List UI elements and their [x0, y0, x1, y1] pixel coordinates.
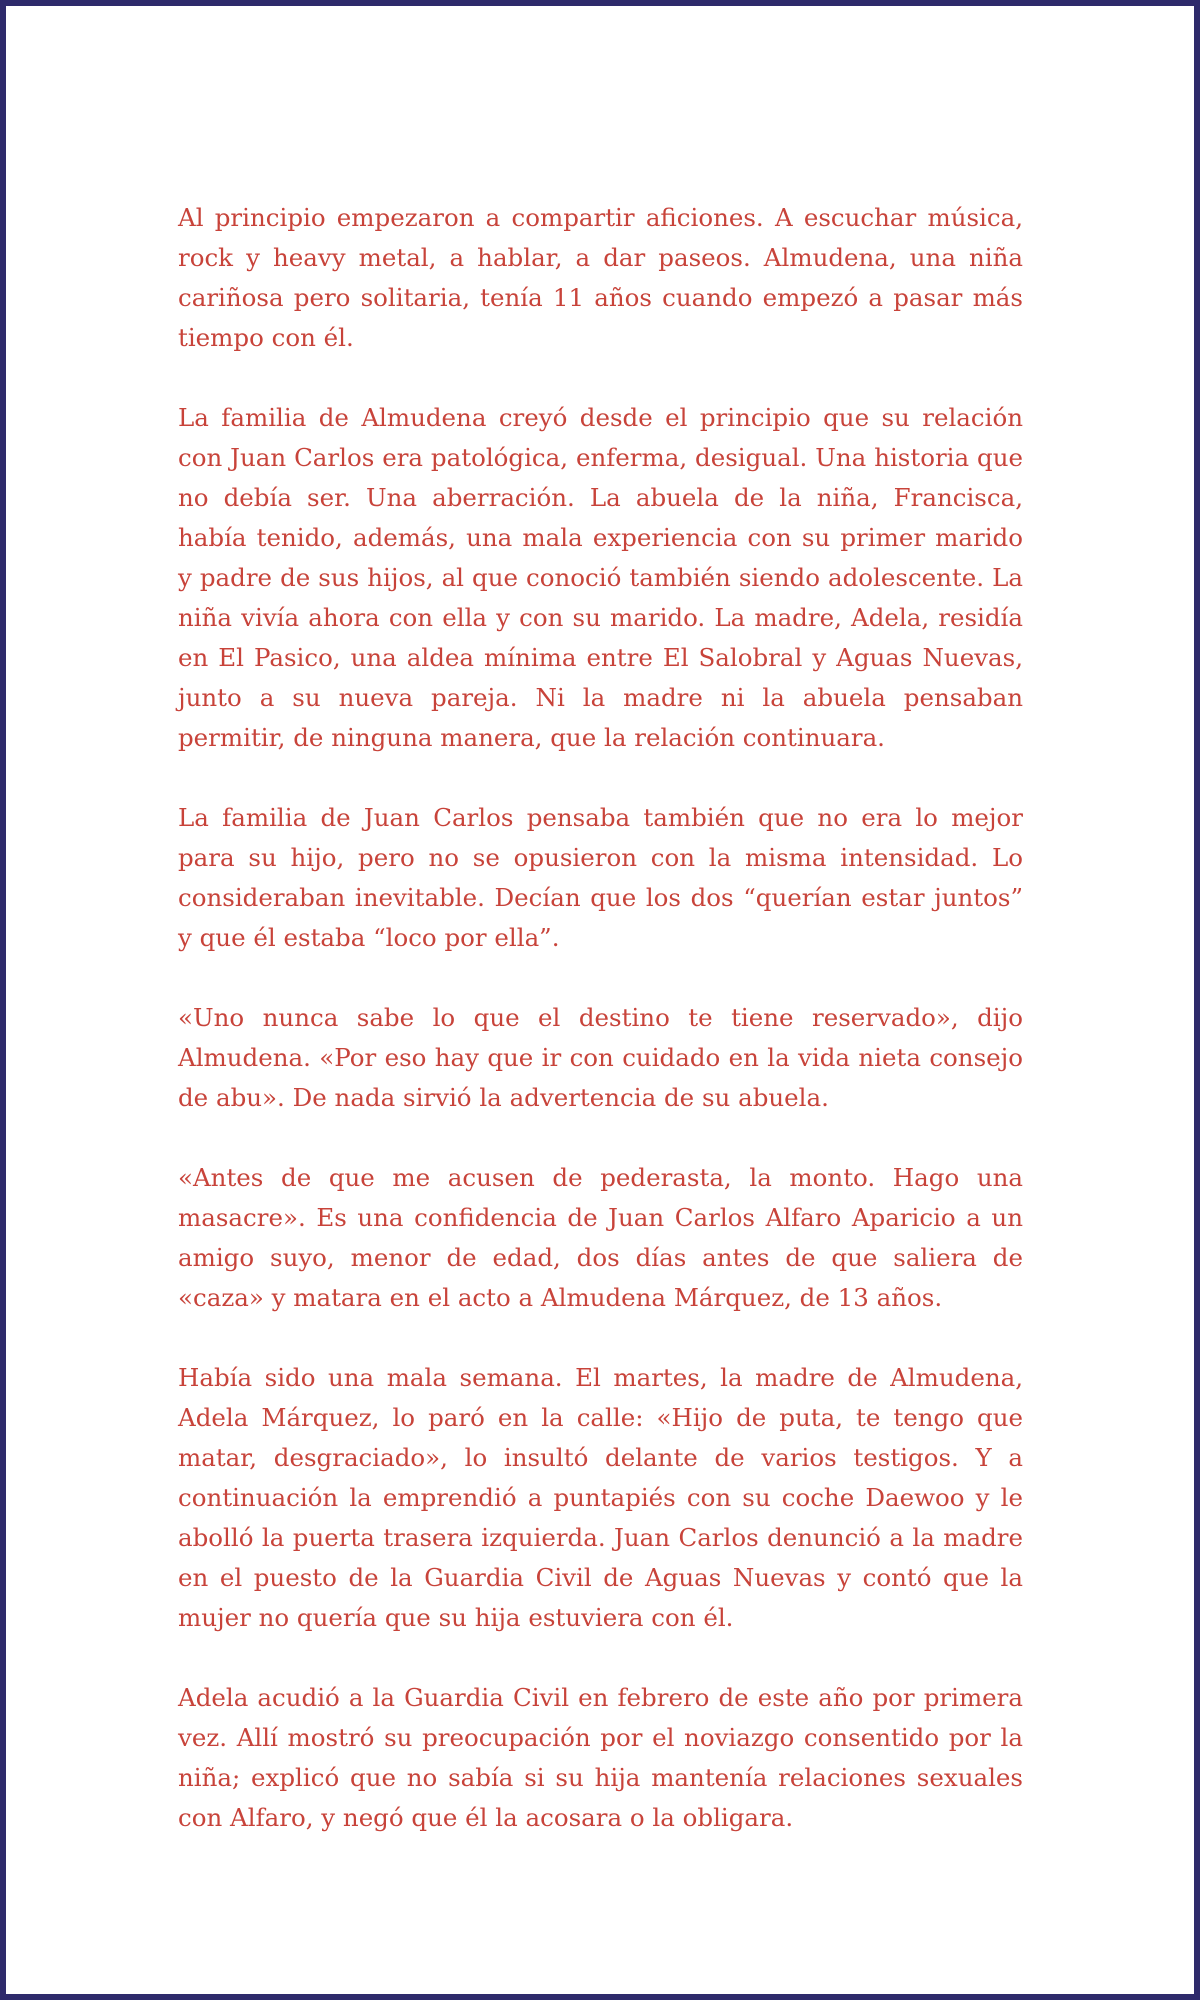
paragraph-2: La familia de Almudena creyó desde el principio que su relación con Juan Carlos era patológica, enferma, desigual. Una historia que no debía ser. Una aberración. La abuela de la niña, Francisca, había tenido, además, una mala experiencia con su primer marido y padre de sus hijos, al que conoció también siendo adolescente. La niña vivía ahora con ella y con su marido. La madre, Adela, residía en El Pasico, una aldea mínima entre El Salobral y Aguas Nuevas, junto a su nueva pareja. Ni la madre ni la abuela pensaban permitir, de ninguna manera, que la relación continuara. [178, 403, 1023, 752]
paragraph-5: «Antes de que me acusen de pederasta, la monto. Hago una masacre». Es una confidencia de Juan Carlos Alfaro Aparicio a un amigo suyo, menor de edad, dos días antes de que saliera de «caza» y matara en el acto a Almudena Márquez, de 13 años. [178, 1163, 1023, 1312]
text-column [178, 198, 1023, 1838]
paragraph-4: «Uno nunca sabe lo que el destino te tiene reservado», dijo Almudena. «Por eso hay que ir con cuidado en la vida nieta consejo de abu». De nada sirvió la advertencia de su abuela. [178, 1003, 1023, 1112]
paragraph-1: Al principio empezaron a compartir aficiones. A escuchar música, rock y heavy metal, a hablar, a dar paseos. Almudena, una niña cariñosa pero solitaria, tenía 11 años cuando empezó a pasar más tiempo con él. [178, 203, 1023, 352]
paragraph-3: La familia de Juan Carlos pensaba también que no era lo mejor para su hijo, pero no se opusieron con la misma intensidad. Lo consideraban inevitable. Decían que los dos “querían estar juntos” y que él estaba “loco por ella”. [178, 803, 1023, 952]
paragraph-6: Había sido una mala semana. El martes, la madre de Almudena, Adela Márquez, lo paró en la calle: «Hijo de puta, te tengo que matar, desgraciado», lo insultó delante de varios testigos. Y a continuación la emprendió a puntapiés con su coche Daewoo y le abolló la puerta trasera izquierda. Juan Carlos denunció a la madre en el puesto de la Guardia Civil de Aguas Nuevas y contó que la mujer no quería que su hija estuviera con él. [178, 1363, 1023, 1632]
paragraph-7: Adela acudió a la Guardia Civil en febrero de este año por primera vez. Allí mostró su preocupación por el noviazgo consentido por la niña; explicó que no sabía si su hija mantenía relaciones sexuales con Alfaro, y negó que él la acosara o la obligara. [178, 1683, 1023, 1832]
